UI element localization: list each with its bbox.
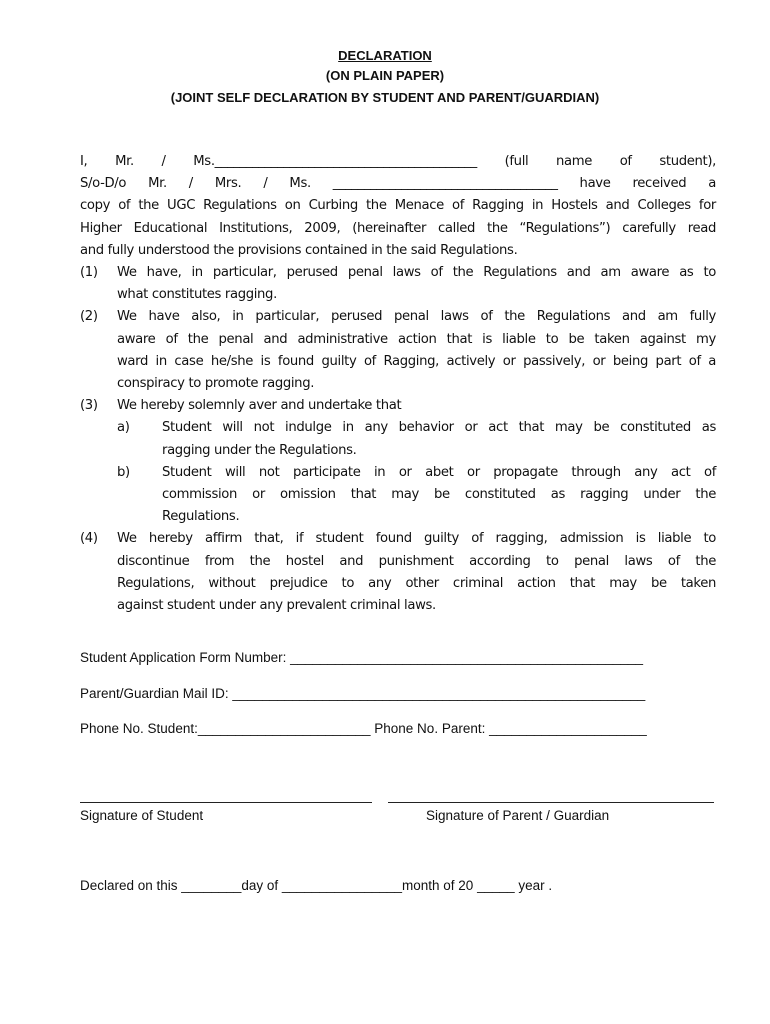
subclause-line: commission or omission that may be constituted as ragging under the [162, 487, 716, 503]
intro-line: I, Mr. / Ms.__________________________________________ (full name of student), [80, 154, 716, 169]
clause-line: ward in case he/she is found guilty of Ragging, actively or passively, or being part of a [117, 353, 716, 369]
intro-line: S/o-D/o Mr. / Mrs. / Ms. ____________________________________ have received a [80, 176, 716, 192]
clause-line: conspiracy to promote ragging. [117, 376, 315, 392]
subclause-b [80, 462, 716, 529]
clause-line: We hereby solemnly aver and undertake that [117, 398, 402, 414]
subclause-label: b) [117, 464, 130, 480]
subclause-line: Student will not participate in or abet or propagate through any act of [162, 464, 716, 480]
parent-signature-label: Signature of Parent / Guardian [426, 808, 610, 823]
clause-line: We hereby affirm that, if student found guilty of ragging, admission is liable to [117, 531, 716, 547]
clause-number: (2) [80, 309, 98, 325]
clause-number: (4) [80, 531, 98, 547]
clause-number: (3) [80, 398, 98, 414]
subclause-label: a) [117, 420, 130, 436]
intro-line: copy of the UGC Regulations on Curbing the Menace of Ragging in Hostels and Colleges for [80, 198, 716, 214]
clause-line: discontinue from the hostel and punishment according to penal laws of the [117, 553, 716, 569]
clause-number: (1) [80, 265, 98, 281]
clause-line: Regulations, without prejudice to any other criminal action that may be taken [117, 575, 716, 591]
guardian-mail-field[interactable]: Parent/Guardian Mail ID: _______________________________________________________ [80, 686, 646, 701]
document-title: DECLARATION [338, 48, 432, 63]
clause-3 [80, 395, 716, 417]
clause-4 [80, 528, 716, 617]
subclause-a [80, 417, 716, 461]
student-signature-line[interactable] [80, 802, 372, 803]
clause-1 [80, 262, 716, 306]
intro-line: Higher Educational Institutions, 2009, (hereinafter called the “Regulations”) carefully read [80, 220, 716, 236]
document-heading: (JOINT SELF DECLARATION BY STUDENT AND PARENT/GUARDIAN) [170, 90, 600, 105]
parent-signature-line[interactable] [388, 802, 714, 803]
intro-line: and fully understood the provisions contained in the said Regulations. [80, 242, 518, 258]
subclause-line: Regulations. [162, 509, 240, 525]
clause-line: against student under any prevalent criminal laws. [117, 598, 436, 614]
subclause-line: Student will not indulge in any behavior or act that may be constituted as [162, 420, 716, 436]
clause-line: what constitutes ragging. [117, 287, 277, 303]
document-subtitle: (ON PLAIN PAPER) [325, 68, 445, 83]
student-signature-label: Signature of Student [80, 808, 204, 823]
subclause-line: ragging under the Regulations. [162, 442, 357, 458]
clause-line: We have also, in particular, perused penal laws of the Regulations and am fully [117, 309, 716, 325]
phone-fields[interactable]: Phone No. Student:_______________________ Phone No. Parent: _____________________ [80, 721, 647, 736]
declaration-body [80, 151, 716, 617]
clause-line: aware of the penal and administrative action that is liable to be taken against my [117, 331, 716, 347]
application-number-field[interactable]: Student Application Form Number: _______________________________________________ [80, 650, 643, 665]
declaration-date-line[interactable]: Declared on this ________day of ________________month of 20 _____ year . [80, 878, 553, 893]
clause-2 [80, 306, 716, 395]
clause-line: We have, in particular, perused penal laws of the Regulations and am aware as to [117, 265, 716, 281]
